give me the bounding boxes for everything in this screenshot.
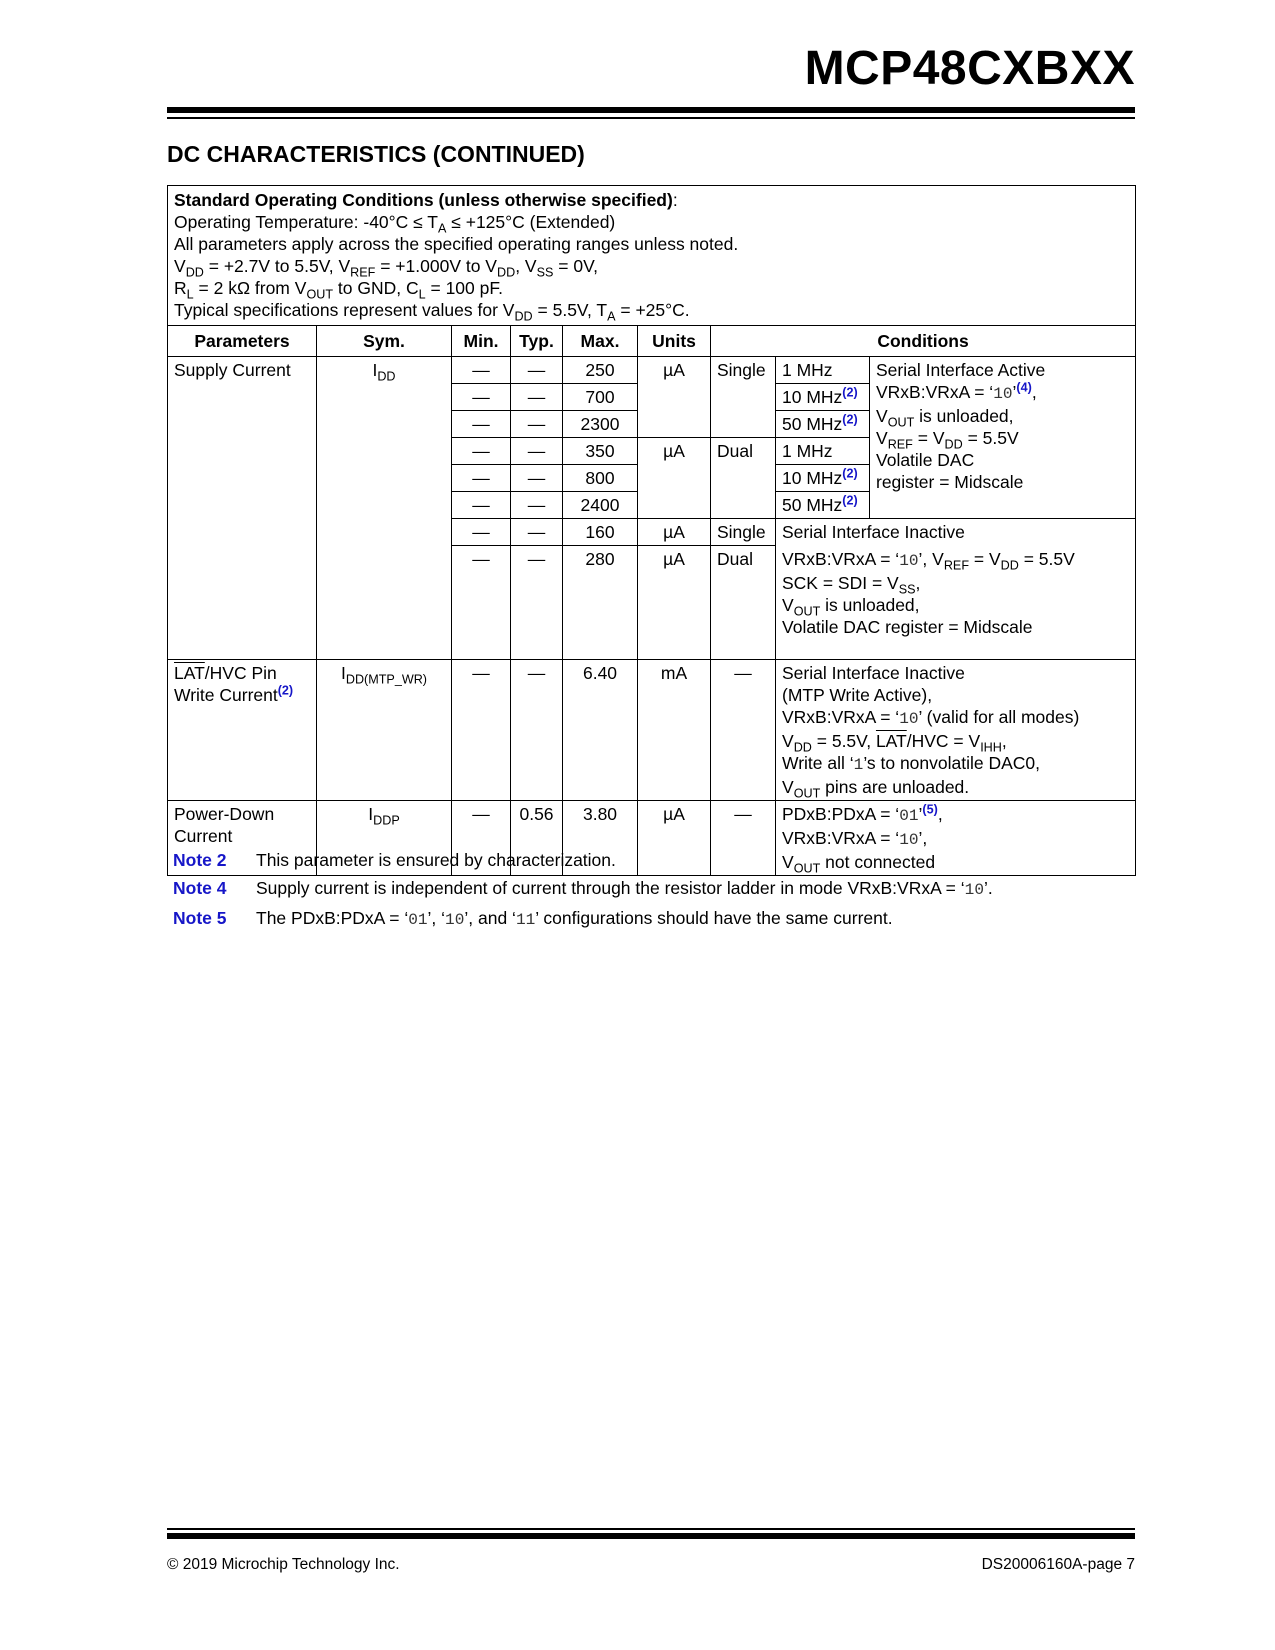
units-cell: µA (638, 357, 711, 438)
note-ref-2[interactable]: (2) (842, 493, 858, 508)
note-text: This parameter is ensured by characterization. (256, 850, 616, 870)
typ-cell: — (511, 492, 563, 519)
conditions-serial-inactive-title: Serial Interface Inactive (776, 519, 1136, 546)
max-cell: 800 (563, 465, 638, 492)
table-row (168, 660, 1136, 801)
typ-cell: — (511, 438, 563, 465)
footer-rule-thin (167, 1528, 1135, 1530)
max-cell: 160 (563, 519, 638, 546)
freq-cell: 10 MHz$^{(2)}$ (776, 384, 870, 411)
mode-dual: Dual (711, 438, 776, 519)
document-title: MCP48CXBXX (804, 42, 1135, 95)
page-number: DS20006160A-page 7 (981, 1556, 1135, 1573)
standard-conditions-row (168, 186, 1136, 326)
max-cell: 6.40 (563, 660, 638, 801)
param-supply-current: Supply Current (168, 357, 317, 660)
min-cell: — (452, 357, 511, 384)
typ-cell: — (511, 519, 563, 546)
note-text: Supply current is independent of current through the resistor ladder in mode VRxB:VRxA = ‘10’. (256, 878, 993, 899)
note-label[interactable]: Note 4 (173, 878, 227, 898)
min-cell: — (452, 519, 511, 546)
mode-cell: — (711, 801, 776, 876)
min-cell: — (452, 546, 511, 660)
copyright: © 2019 Microchip Technology Inc. (167, 1556, 400, 1573)
max-cell: 350 (563, 438, 638, 465)
table-notes (173, 846, 993, 934)
conditions-serial-active: Serial Interface Active VRxB:VRxA = ‘10’$^{(4)}$, $V_{OUT}$ is unloaded, $V_{REF} = V_{DD} = 5.5V$ Volatile DAC register = Midscale (870, 357, 1136, 519)
sym-iddp: $I_{DDP}$ (317, 801, 452, 876)
min-cell: — (452, 438, 511, 465)
col-sym: Sym. (317, 326, 452, 357)
note-label[interactable]: Note 2 (173, 850, 227, 870)
mode-single: Single (711, 357, 776, 438)
note-4 (173, 874, 993, 904)
min-cell: — (452, 492, 511, 519)
mode-single: Single (711, 519, 776, 546)
standard-conditions: Standard Operating Conditions (unless otherwise specified): Operating Temperature: $-40^\circ C \le T_A \le +125^\circ C$ (Extended) All parameters apply across the specified operating ranges unless noted. $V_{DD} = +2.7V$ to 5.5V, $V_{REF} = +1.000V$ to $V_{DD}$, $V_{SS} = 0V$, $R_L = 2$ kΩ from $V_{OUT}$ to GND, $C_L = 100$ pF. Typical specifications represent values for $V_{DD} = 5.5V$, $T_A = +25^\circ C$. (168, 186, 1136, 326)
note-ref-4[interactable]: (4) (1016, 380, 1032, 395)
section-title: DC CHARACTERISTICS (CONTINUED) (167, 141, 585, 167)
units-cell: mA (638, 660, 711, 801)
max-cell: 700 (563, 384, 638, 411)
note-ref-2[interactable]: (2) (277, 683, 294, 698)
typ-cell: — (511, 411, 563, 438)
col-typ: Typ. (511, 326, 563, 357)
conditions-power-down: PDxB:PDxA = ‘01’$^{(5)}$, VRxB:VRxA = ‘10’, $V_{OUT}$ not connected (776, 801, 1136, 876)
col-parameters: Parameters (168, 326, 317, 357)
typ-cell: — (511, 465, 563, 492)
max-cell: 3.80 (563, 801, 638, 876)
min-cell: — (452, 465, 511, 492)
col-units: Units (638, 326, 711, 357)
typ-cell: — (511, 357, 563, 384)
note-ref-2[interactable]: (2) (842, 385, 858, 400)
units-cell: µA (638, 438, 711, 519)
note-ref-5[interactable]: (5) (922, 802, 938, 817)
max-cell: 2300 (563, 411, 638, 438)
col-min: Min. (452, 326, 511, 357)
sym-idd-mtp-wr: $I_{DD(MTP\_WR)}$ (317, 660, 452, 801)
units-cell: µA (638, 801, 711, 876)
note-5 (173, 904, 993, 934)
freq-cell: 50 MHz$^{(2)}$ (776, 411, 870, 438)
mode-dual: Dual (711, 546, 776, 660)
max-cell: 280 (563, 546, 638, 660)
note-label[interactable]: Note 5 (173, 908, 227, 928)
param-lat-hvc-write-current: $\overline{LAT}$/HVC Pin Write Current$^{(2)}$ (168, 660, 317, 801)
table-row (168, 357, 1136, 384)
min-cell: — (452, 384, 511, 411)
header-rule-thick (167, 107, 1135, 113)
note-text: The PDxB:PDxA = ‘01’, ‘10’, and ‘11’ configurations should have the same current. (256, 908, 893, 929)
min-cell: — (452, 801, 511, 876)
mode-cell: — (711, 660, 776, 801)
units-cell: µA (638, 519, 711, 546)
col-max: Max. (563, 326, 638, 357)
typ-cell: — (511, 660, 563, 801)
header-rule-thin (167, 117, 1135, 119)
note-ref-2[interactable]: (2) (842, 412, 858, 427)
max-cell: 2400 (563, 492, 638, 519)
min-cell: — (452, 411, 511, 438)
footer-rule-thick (167, 1533, 1135, 1539)
typ-cell: — (511, 546, 563, 660)
note-2 (173, 846, 993, 874)
conditions-serial-inactive: VRxB:VRxA = ‘10’, $V_{REF} = V_{DD} = 5.5V$ SCK = SDI = $V_{SS}$, $V_{OUT}$ is unloaded, Volatile DAC register = Midscale (776, 546, 1136, 660)
note-ref-2[interactable]: (2) (842, 466, 858, 481)
max-cell: 250 (563, 357, 638, 384)
typ-cell: 0.56 (511, 801, 563, 876)
freq-cell: 1 MHz (776, 357, 870, 384)
min-cell: — (452, 660, 511, 801)
col-conditions: Conditions (711, 326, 1136, 357)
freq-cell: 10 MHz$^{(2)}$ (776, 465, 870, 492)
dc-characteristics-table (167, 185, 1136, 876)
freq-cell: 50 MHz$^{(2)}$ (776, 492, 870, 519)
units-cell: µA (638, 546, 711, 660)
freq-cell: 1 MHz (776, 438, 870, 465)
conditions-mtp-write: Serial Interface Inactive (MTP Write Active), VRxB:VRxA = ‘10’ (valid for all modes) $V_{DD} = 5.5V$, $\overline{LAT}$/HVC = $V_{IHH}$, Write all ‘1’s to nonvolatile DAC0, $V_{OUT}$ pins are unloaded. (776, 660, 1136, 801)
param-power-down-current: Power-Down Current (168, 801, 317, 876)
sym-idd: $I_{DD}$ (317, 357, 452, 660)
column-header-row (168, 326, 1136, 357)
typ-cell: — (511, 384, 563, 411)
